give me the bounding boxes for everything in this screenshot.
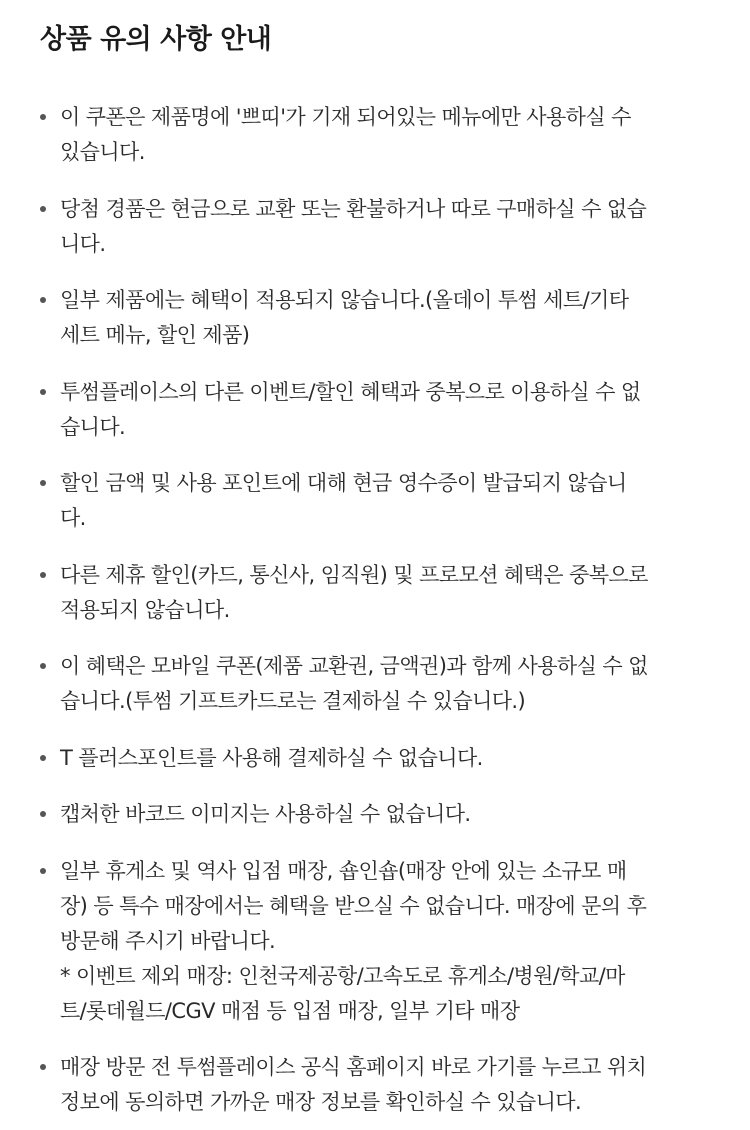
notice-text: 다른 제휴 할인(카드, 통신사, 임직원) 및 프로모션 혜택은 중복으로 적용되지 않습니다. bbox=[60, 562, 648, 622]
notice-text: 일부 제품에는 혜택이 적용되지 않습니다.(올데이 투썸 세트/기타 세트 메뉴, 할인 제품) bbox=[60, 288, 629, 347]
notice-text: 당첨 경품은 현금으로 교환 또는 환불하거나 따로 구매하실 수 없습 니다. bbox=[60, 196, 647, 256]
page-title: 상품 유의 사항 안내 bbox=[40, 24, 272, 55]
bullet-icon bbox=[40, 389, 46, 395]
notice-item bbox=[40, 854, 710, 1029]
notice-item bbox=[40, 283, 710, 353]
bullet-icon bbox=[40, 206, 46, 212]
bullet-icon bbox=[40, 755, 46, 761]
notice-text: T 플러스포인트를 사용해 결제하실 수 없습니다. bbox=[60, 745, 483, 770]
notice-item bbox=[40, 375, 710, 445]
notice-item bbox=[40, 192, 710, 262]
notice-text: 일부 휴게소 및 역사 입점 매장, 숍인숍(매장 안에 있는 소규모 매 장) 등 특수 매장에서는 혜택을 받으실 수 없습니다. 매장에 문의 후 방문해 주시기 바랍니다. bbox=[60, 858, 647, 953]
notice-item bbox=[40, 649, 710, 719]
notice-text: 매장 방문 전 투썸플레이스 공식 홈페이지 바로 가기를 누르고 위치 정보에 동의하면 가까운 매장 정보를 확인하실 수 있습니다. bbox=[60, 1055, 647, 1114]
bullet-icon bbox=[40, 868, 46, 874]
bullet-icon bbox=[40, 572, 46, 578]
notice-text: 할인 금액 및 사용 포인트에 대해 현금 영수증이 발급되지 않습니 다. bbox=[60, 471, 627, 530]
bullet-icon bbox=[40, 480, 46, 486]
notice-list bbox=[40, 100, 710, 1120]
notice-text: 이 혜택은 모바일 쿠폰(제품 교환권, 금액권)과 함께 사용하실 수 없 습니다.(투썸 기프트카드로는 결제하실 수 있습니다.) bbox=[60, 654, 648, 713]
notice-item bbox=[40, 100, 710, 170]
notice-item bbox=[40, 466, 710, 536]
bullet-icon bbox=[40, 297, 46, 303]
bullet-icon bbox=[40, 1064, 46, 1070]
notice-text: 캡처한 바코드 이미지는 사용하실 수 없습니다. bbox=[60, 802, 471, 826]
bullet-icon bbox=[40, 114, 46, 120]
notice-item bbox=[40, 797, 710, 832]
bullet-icon bbox=[40, 811, 46, 817]
notice-text: 이 쿠폰은 제품명에 '쁘띠'가 기재 되어있는 메뉴에만 사용하실 수 있습니다. bbox=[60, 105, 631, 164]
notice-item bbox=[40, 1050, 710, 1120]
notice-item bbox=[40, 741, 710, 776]
notice-item bbox=[40, 558, 710, 628]
notice-text: 투썸플레이스의 다른 이벤트/할인 혜택과 중복으로 이용하실 수 없 습니다. bbox=[60, 379, 641, 439]
bullet-icon bbox=[40, 663, 46, 669]
excluded-stores-note: * 이벤트 제외 매장: 인천국제공항/고속도로 휴게소/병원/학교/마 트/롯데월드/CGV 매점 등 입점 매장, 일부 기타 매장 bbox=[60, 963, 625, 1023]
